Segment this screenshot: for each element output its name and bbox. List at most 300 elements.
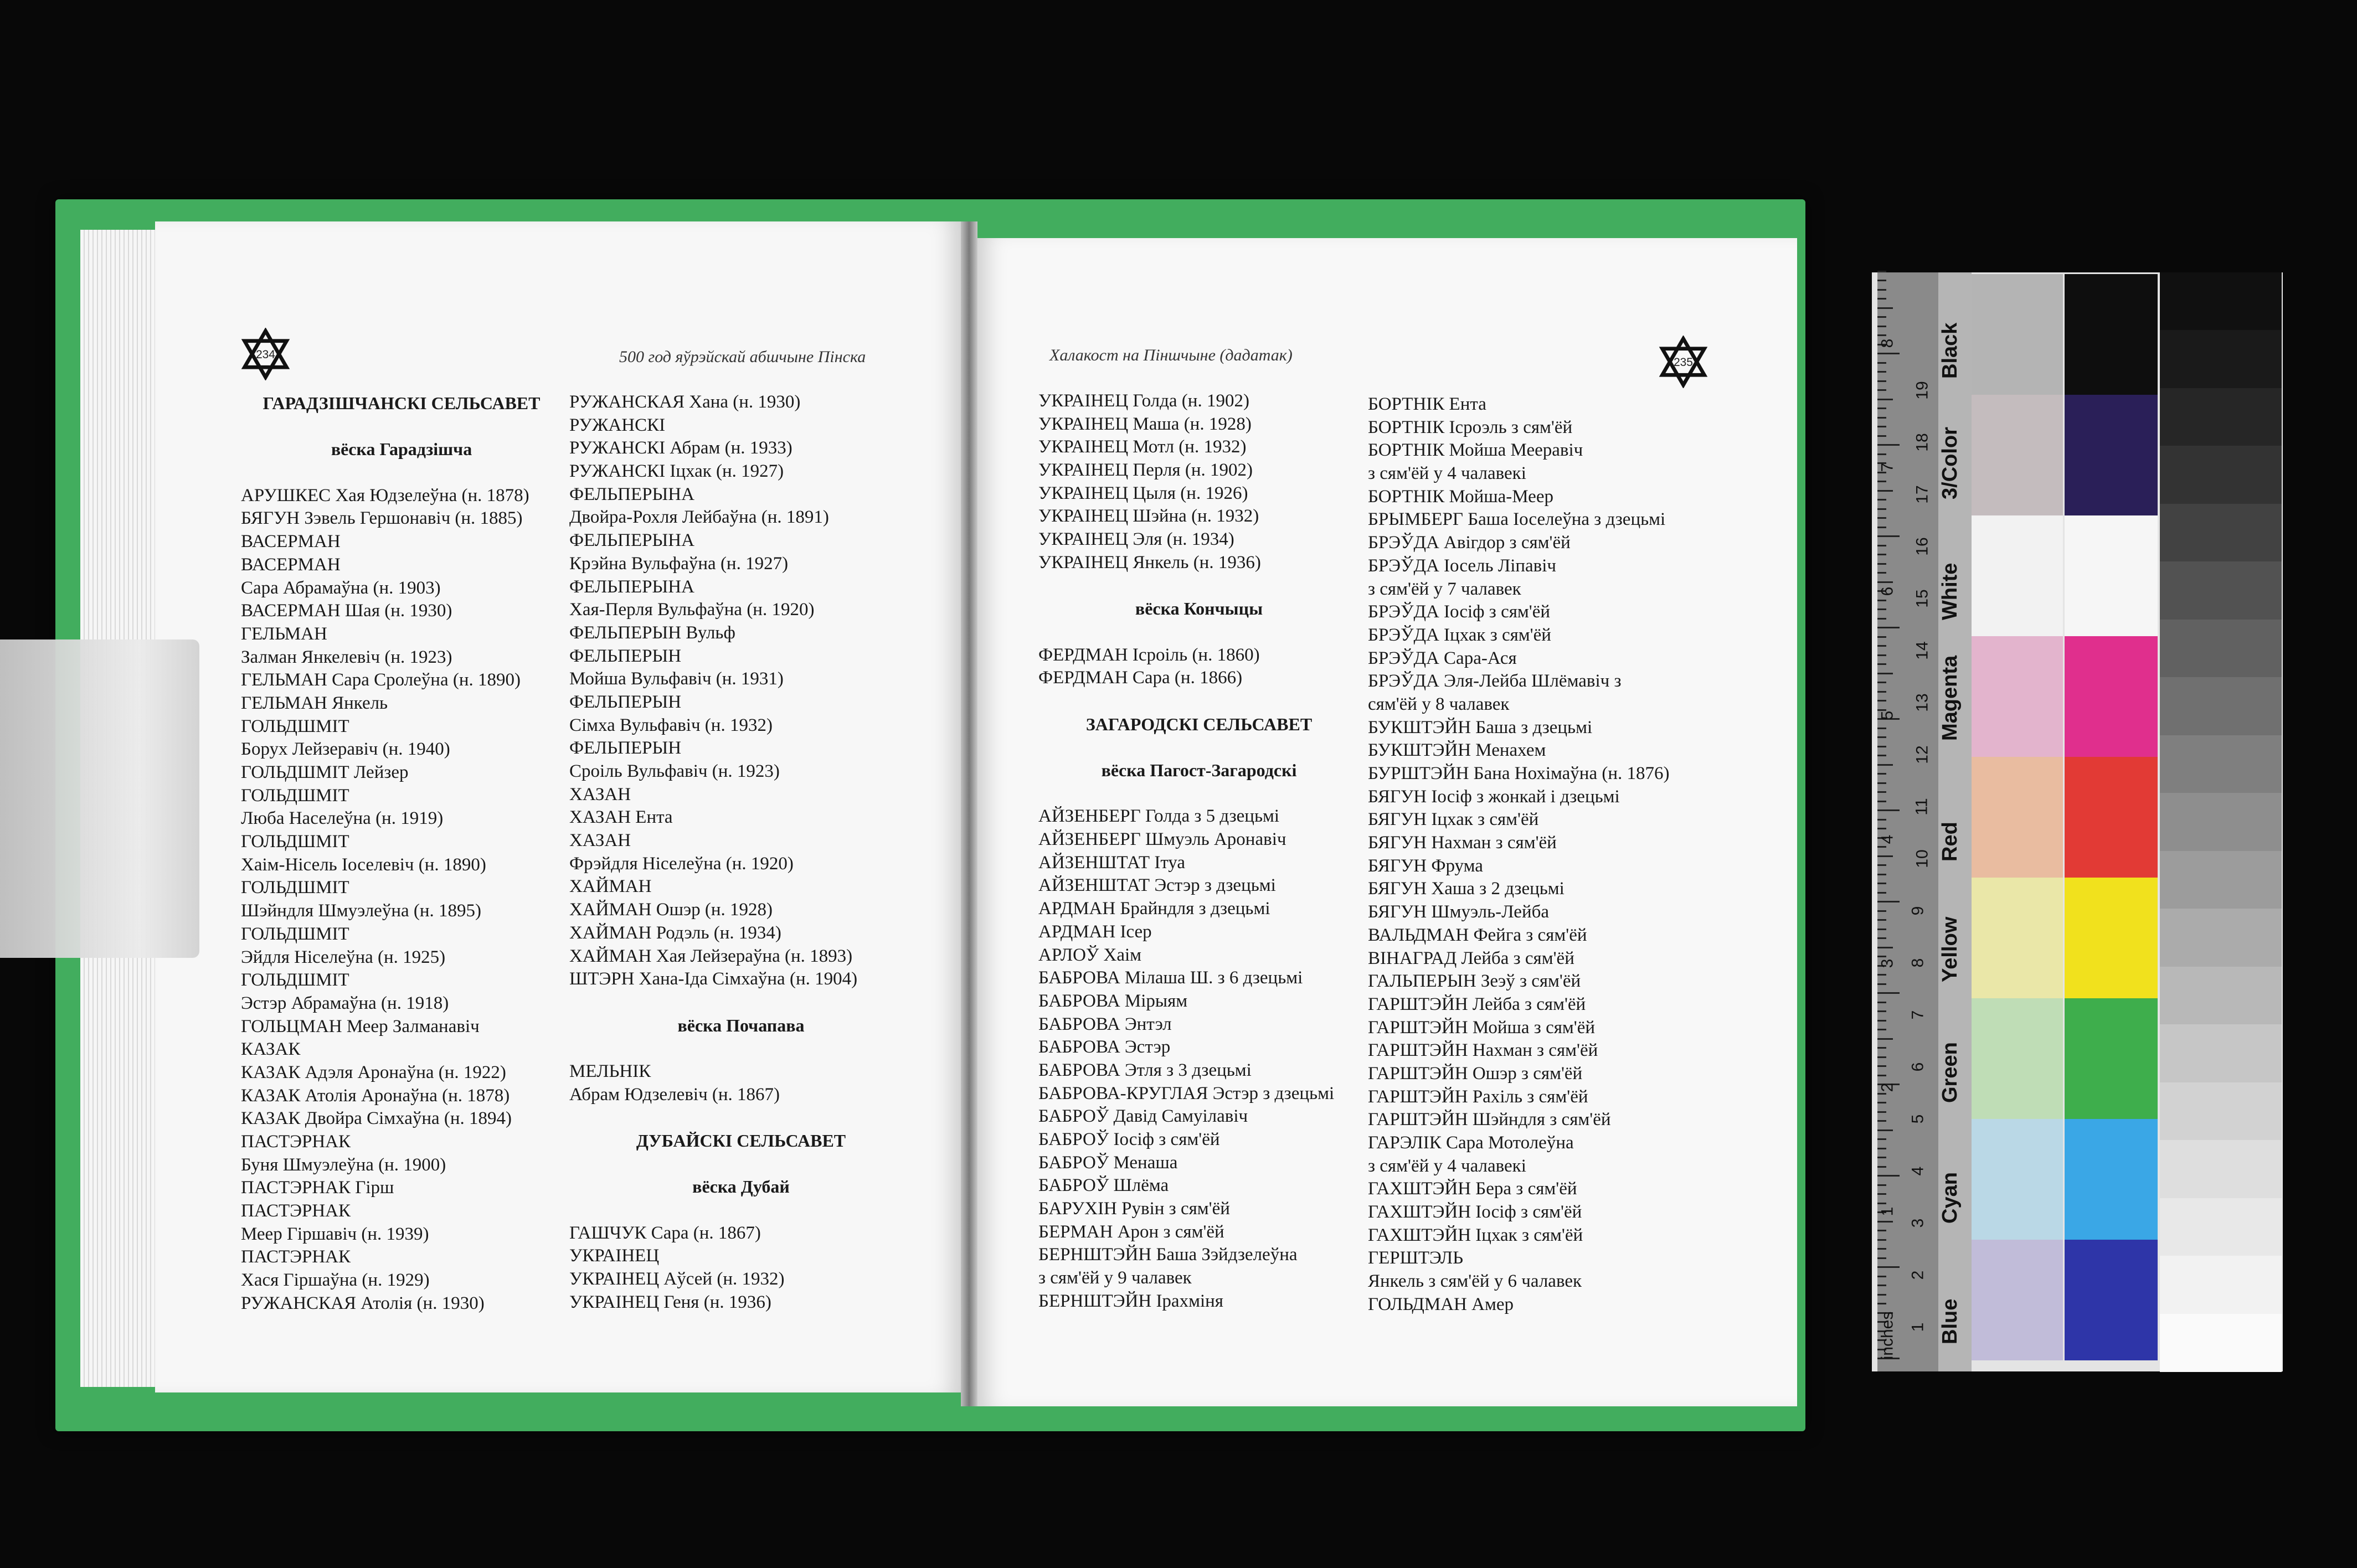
- ruler-tick: [1877, 1138, 1886, 1140]
- name-entry: ГЕЛЬМАН Янкель: [241, 693, 388, 713]
- name-entry: АЙЗЕНБЕРГ Голда з 5 дзецьмі: [1038, 806, 1280, 827]
- ruler-tick: [1877, 992, 1900, 994]
- name-entry: КАЗАК Двойра Сімхаўна (н. 1894): [241, 1108, 512, 1129]
- running-header: Халакост на Піншчыне (дадатак): [1049, 346, 1293, 364]
- gray-step: [2160, 793, 2282, 851]
- name-entry: Эйдля Ніселеўна (н. 1925): [241, 947, 446, 967]
- strong-patch-red: [2065, 757, 2158, 878]
- name-entry: сям'ёй у 8 чалавек: [1368, 694, 1510, 714]
- ruler-tick: [1877, 490, 1893, 492]
- ruler-tick: [1877, 271, 1886, 272]
- name-entry: з сям'ёй у 9 чалавек: [1038, 1268, 1192, 1288]
- name-entry: БОРТНІК Мойша-Меер: [1368, 486, 1553, 507]
- name-entry: КАЗАК Атолія Аронаўна (н. 1878): [241, 1085, 510, 1106]
- right-column-1: [1038, 390, 1360, 1313]
- name-entry: ПАСТЭРНАК: [241, 1132, 351, 1152]
- patch-label: Blue: [1938, 1298, 1962, 1344]
- name-entry: БЯГУН Нахман з сям'ёй: [1368, 833, 1557, 853]
- right-column-2: [1368, 393, 1722, 1317]
- ruler-inch-label: 6: [1878, 586, 1897, 596]
- name-entry: УКРАІНЕЦ Цыля (н. 1926): [1038, 483, 1248, 503]
- ruler-tick: [1877, 563, 1886, 565]
- council-heading: ЗАГАРОДСКІ СЕЛЬСАВЕТ: [1085, 714, 1313, 734]
- name-entry: Буня Шмуэлеўна (н. 1900): [241, 1154, 446, 1175]
- village-heading: вёска Дубай: [692, 1177, 790, 1197]
- patch-label: Yellow: [1938, 916, 1962, 982]
- ruler-inch-label: 4: [1878, 834, 1897, 844]
- name-entry: Сімха Вульфавіч (н. 1932): [569, 715, 773, 735]
- ruler-cm-label: 4: [1908, 1166, 1927, 1176]
- name-entry: ХАЗАН: [569, 784, 631, 804]
- left-column-2: [569, 391, 913, 1314]
- name-entry: ПАСТЭРНАК: [241, 1201, 351, 1221]
- ruler-tick: [1877, 983, 1886, 985]
- ruler-tick: [1877, 435, 1886, 437]
- ruler-tick: [1877, 1010, 1886, 1012]
- name-entry: з сям'ёй у 4 чалавекі: [1368, 1156, 1526, 1176]
- ruler-tick: [1877, 517, 1886, 519]
- ruler-tick: [1877, 1075, 1886, 1076]
- spacer: [1038, 736, 1360, 759]
- name-entry: АРУШКЕС Хая Юдзелеўна (н. 1878): [241, 485, 529, 506]
- strong-patch-cyan: [2065, 1119, 2158, 1240]
- ruler-tick: [1877, 1203, 1886, 1204]
- ruler-cm-label: 18: [1913, 433, 1932, 452]
- name-entry: БАБРОЎ Шлёма: [1038, 1175, 1169, 1196]
- ruler-tick: [1877, 1129, 1893, 1131]
- name-entry: РУЖАНСКАЯ Атолія (н. 1930): [241, 1293, 485, 1313]
- ruler-tick: [1877, 1276, 1886, 1277]
- running-header: 500 год яўрэйскай абшчыне Пінска: [619, 348, 866, 366]
- ruler-tick: [1877, 453, 1886, 455]
- strong-patch-black: [2065, 274, 2158, 395]
- name-entry: ГЕЛЬМАН Сара Сролеўна (н. 1890): [241, 670, 521, 690]
- name-entry: БРЫМБЕРГ Баша Іоселеўна з дзецьмі: [1368, 509, 1666, 530]
- name-entry: ГОЛЬДШМІТ: [241, 785, 349, 806]
- ruler-tick: [1877, 801, 1886, 802]
- name-entry: ПАСТЭРНАК Гірш: [241, 1178, 394, 1198]
- spacer: [569, 991, 913, 1014]
- ruler-tick: [1877, 682, 1886, 683]
- light-patch-3-color: [1972, 395, 2063, 515]
- ruler-tick: [1877, 389, 1886, 391]
- name-entry: Янкель з сям'ёй у 6 чалавек: [1368, 1271, 1582, 1292]
- name-entry: ГАРШТЭЙН Рахіль з сям'ёй: [1368, 1086, 1588, 1107]
- name-entry: ВАСЕРМАН Шая (н. 1930): [241, 601, 452, 621]
- name-entry: БРЭЎДА Сара-Ася: [1368, 648, 1517, 668]
- gray-step: [2160, 1082, 2282, 1141]
- ruler-tick: [1877, 417, 1886, 419]
- name-entry: МЕЛЬНІК: [569, 1061, 651, 1081]
- ruler-tick: [1877, 846, 1886, 848]
- name-entry: Мойша Вульфавіч (н. 1931): [569, 669, 784, 689]
- ruler-tick: [1877, 892, 1886, 894]
- name-entry: БАБРОВА-КРУГЛАЯ Эстэр з дзецьмі: [1038, 1083, 1335, 1103]
- name-entry: БЯГУН Іцхак з сям'ёй: [1368, 809, 1539, 830]
- strong-patch-magenta: [2065, 636, 2158, 757]
- ruler-tick: [1877, 1257, 1886, 1259]
- ruler-tick: [1877, 307, 1893, 309]
- ruler-tick: [1877, 426, 1886, 427]
- light-patch-yellow: [1972, 878, 2063, 998]
- ruler-cm-label: 14: [1913, 641, 1932, 660]
- name-entry: ГАШЧУК Сара (н. 1867): [569, 1223, 761, 1243]
- name-entry: АЙЗЕНШТАТ Эстэр з дзецьмі: [1038, 875, 1276, 896]
- name-entry: БАБРОЎ Іосіф з сям'ёй: [1038, 1129, 1220, 1149]
- name-entry: з сям'ёй у 7 чалавек: [1368, 579, 1521, 599]
- name-entry: Меер Гіршавіч (н. 1939): [241, 1224, 429, 1244]
- name-entry: БРЭЎДА Іосіф з сям'ёй: [1368, 602, 1551, 622]
- ruler-cm-label: 12: [1913, 745, 1932, 764]
- name-entry: БАРУХІН Рувін з сям'ёй: [1038, 1199, 1230, 1219]
- name-entry: з сям'ёй у 4 чалавекі: [1368, 463, 1526, 484]
- ruler-tick: [1877, 334, 1886, 336]
- ruler-tick: [1877, 1184, 1886, 1186]
- ruler-tick: [1877, 1193, 1886, 1195]
- name-entry: Хася Гіршаўна (н. 1929): [241, 1270, 430, 1291]
- gray-step: [2160, 1140, 2282, 1198]
- ruler-cm-label: 9: [1908, 906, 1927, 916]
- ruler-tick: [1877, 700, 1886, 702]
- ruler-cm-label: 17: [1913, 485, 1932, 504]
- strong-patch-white: [2065, 515, 2158, 636]
- ruler-cm-label: 15: [1913, 589, 1932, 608]
- ruler-tick: [1877, 874, 1886, 875]
- name-entry: ФЕРДМАН Сара (н. 1866): [1038, 668, 1243, 688]
- patch-label: Red: [1938, 822, 1962, 862]
- name-entry: ФЕЛЬПЕРЫН Вульф: [569, 622, 735, 643]
- ruler-tick: [1877, 581, 1893, 583]
- ruler-tick: [1877, 481, 1886, 482]
- name-entry: БЕРНШТЭЙН Баша Зэйдзелеўна: [1038, 1245, 1298, 1265]
- ruler-tick: [1877, 864, 1886, 866]
- ruler-tick: [1877, 600, 1886, 601]
- name-entry: УКРАІНЕЦ: [569, 1246, 660, 1266]
- name-entry: Шэйндля Шмуэлеўна (н. 1895): [241, 901, 482, 921]
- ruler-tick: [1877, 974, 1886, 976]
- patch-label: Cyan: [1938, 1172, 1962, 1224]
- gray-step: [2160, 272, 2282, 331]
- ruler-tick: [1877, 901, 1900, 902]
- ruler-tick: [1877, 1239, 1886, 1241]
- light-patch-magenta: [1972, 636, 2063, 757]
- name-entry: УКРАІНЕЦ Эля (н. 1934): [1038, 529, 1234, 550]
- ruler-tick: [1877, 937, 1886, 939]
- ruler-tick: [1877, 636, 1886, 638]
- name-entry: БРЭЎДА Іцхак з сям'ёй: [1368, 625, 1551, 645]
- name-entry: БЯГУН Фрума: [1368, 855, 1483, 876]
- name-entry: Крэйна Вульфаўна (н. 1927): [569, 553, 789, 574]
- name-entry: УКРАІНЕЦ Перля (н. 1902): [1038, 460, 1253, 481]
- ruler-inch-label: 5: [1878, 710, 1897, 720]
- bookmark-tab: [0, 639, 199, 958]
- name-entry: ФЕЛЬПЕРЫН: [569, 738, 682, 759]
- strong-patch-yellow: [2065, 878, 2158, 998]
- ruler-tick: [1877, 408, 1886, 409]
- ruler-tick: [1877, 1111, 1886, 1113]
- name-entry: АЙЗЕНБЕРГ Шмуэль Аронавіч: [1038, 829, 1286, 850]
- council-heading: ДУБАЙСКІ СЕЛЬСАВЕТ: [636, 1131, 846, 1151]
- ruler-tick: [1877, 736, 1886, 738]
- ruler-tick: [1877, 627, 1900, 628]
- ruler-tick: [1877, 1294, 1886, 1296]
- name-entry: БРЭЎДА Іосель Ліпавіч: [1368, 555, 1557, 576]
- name-entry: БАБРОЎ Менаша: [1038, 1152, 1178, 1173]
- spacer: [1038, 690, 1360, 713]
- name-entry: Борух Лейзеравіч (н. 1940): [241, 739, 450, 760]
- spacer: [1038, 575, 1360, 598]
- name-entry: УКРАІНЕЦ Маша (н. 1928): [1038, 414, 1252, 434]
- ruler-tick: [1877, 782, 1886, 784]
- name-entry: АРДМАН Ісер: [1038, 921, 1152, 942]
- name-entry: Сара Абрамаўна (н. 1903): [241, 577, 441, 598]
- ruler-tick: [1877, 773, 1886, 775]
- strong-patch-blue: [2065, 1240, 2158, 1360]
- name-entry: ГАРШТЭЙН Шэйндля з сям'ёй: [1368, 1110, 1611, 1130]
- name-entry: ХАЙМАН Родэль (н. 1934): [569, 922, 781, 943]
- ruler-tick: [1877, 371, 1886, 373]
- name-entry: ГЕРШТЭЛЬ: [1368, 1248, 1464, 1268]
- name-entry: БАБРОВА Эстэр: [1038, 1037, 1171, 1058]
- name-entry: УКРАІНЕЦ Голда (н. 1902): [1038, 391, 1249, 411]
- ruler-tick: [1877, 554, 1886, 555]
- ruler-inch-label: 7: [1878, 462, 1897, 472]
- ruler-tick: [1877, 1120, 1886, 1122]
- name-entry: КАЗАК Адэля Аронаўна (н. 1922): [241, 1062, 506, 1082]
- name-entry: БАБРОВА Мірыям: [1038, 991, 1188, 1011]
- ruler-tick: [1877, 809, 1900, 811]
- name-entry: ХАЙМАН Хая Лейзераўна (н. 1893): [569, 946, 853, 966]
- ruler-tick: [1877, 1056, 1886, 1058]
- ruler-tick: [1877, 1175, 1900, 1177]
- name-entry: БЯГУН Хаша з 2 дзецьмі: [1368, 879, 1565, 899]
- name-entry: АЙЗЕНШТАТ Ітуа: [1038, 852, 1186, 873]
- ruler-tick: [1877, 572, 1886, 574]
- gray-step: [2160, 909, 2282, 967]
- name-entry: ГОЛЬДШМІТ: [241, 924, 349, 944]
- name-entry: БОРТНІК Мойша Мееравіч: [1368, 440, 1583, 461]
- name-entry: БЯГУН Зэвель Гершонавіч (н. 1885): [241, 508, 523, 529]
- ruler-tick: [1877, 1102, 1886, 1103]
- name-entry: Сроіль Вульфавіч (н. 1923): [569, 761, 780, 781]
- ruler-tick: [1877, 1157, 1886, 1158]
- name-entry: УКРАІНЕЦ Янкель (н. 1936): [1038, 552, 1261, 572]
- name-entry: Эстэр Абрамаўна (н. 1918): [241, 993, 449, 1013]
- gray-step: [2160, 330, 2282, 388]
- star-of-david-icon: [1657, 336, 1710, 388]
- name-entry: ХАЙМАН Ошэр (н. 1928): [569, 900, 773, 920]
- ruler-inch-label: 3: [1878, 958, 1897, 968]
- name-entry: Хая-Перля Вульфаўна (н. 1920): [569, 600, 815, 620]
- council-heading: ГАРАДЗІШЧАНСКІ СЕЛЬСАВЕТ: [263, 393, 541, 413]
- gray-step: [2160, 1024, 2282, 1082]
- ruler-cm-label: 11: [1912, 798, 1931, 816]
- ruler-cm-label: 1: [1908, 1322, 1927, 1332]
- name-entry: Люба Населеўна (н. 1919): [241, 808, 444, 829]
- village-heading: вёска Кончыцы: [1135, 599, 1263, 619]
- name-entry: ГОЛЬЦМАН Меер Залманавіч: [241, 1016, 480, 1036]
- name-entry: Абрам Юдзелевіч (н. 1867): [569, 1084, 780, 1105]
- name-entry: БОРТНІК Ента: [1368, 394, 1486, 414]
- gray-step: [2160, 677, 2282, 735]
- ruler-tick: [1877, 919, 1886, 921]
- spacer: [1038, 621, 1360, 644]
- name-entry: БЕРНШТЭЙН Ірахміня: [1038, 1291, 1223, 1311]
- ruler-tick: [1877, 956, 1886, 957]
- name-entry: БРЭЎДА Авігдор з сям'ёй: [1368, 533, 1571, 553]
- gray-step: [2160, 1314, 2282, 1372]
- ruler-tick: [1877, 1020, 1886, 1022]
- name-entry: ФЕЛЬПЕРЫНА: [569, 576, 694, 597]
- ruler-tick: [1877, 929, 1886, 930]
- ruler-tick: [1877, 819, 1886, 821]
- name-entry: ГАРШТЭЙН Нахман з сям'ёй: [1368, 1040, 1598, 1061]
- ruler-tick: [1877, 499, 1886, 501]
- ruler-inch-label: 8: [1878, 338, 1897, 348]
- ruler-tick: [1877, 1166, 1886, 1168]
- ruler-tick: [1877, 828, 1886, 829]
- spacer: [569, 1106, 913, 1129]
- ruler-tick: [1877, 663, 1886, 665]
- name-entry: УКРАІНЕЦ Мотл (н. 1932): [1038, 437, 1247, 457]
- spacer: [241, 415, 562, 439]
- ruler-tick: [1877, 1038, 1893, 1040]
- name-entry: ГАРШТЭЙН Мойша з сям'ёй: [1368, 1017, 1596, 1038]
- light-patch-blue: [1972, 1240, 2063, 1360]
- ruler-tick: [1877, 1248, 1886, 1250]
- patch-label: Black: [1938, 322, 1962, 379]
- name-entry: БУКШТЭЙН Баша з дзецьмі: [1368, 717, 1593, 737]
- name-entry: Фрэйдля Ніселеўна (н. 1920): [569, 853, 794, 874]
- name-entry: ГОЛЬДШМІТ: [241, 970, 349, 991]
- name-entry: ВАСЕРМАН: [241, 532, 341, 552]
- ruler-tick: [1877, 1148, 1886, 1149]
- name-entry: КАЗАК: [241, 1039, 301, 1060]
- name-entry: АРДМАН Брайндля з дзецьмі: [1038, 899, 1270, 919]
- strong-patch-green: [2065, 998, 2158, 1119]
- name-entry: ВІНАГРАД Лейба з сям'ёй: [1368, 948, 1574, 968]
- name-entry: ПАСТЭРНАК: [241, 1247, 351, 1267]
- ruler-tick: [1877, 508, 1886, 510]
- ruler-inch-label: 2: [1878, 1082, 1897, 1092]
- name-entry: БЕРМАН Арон з сям'ёй: [1038, 1221, 1224, 1242]
- name-entry: ГОЛЬДШМІТ: [241, 878, 349, 898]
- name-entry: ГЕЛЬМАН: [241, 623, 327, 644]
- name-entry: УКРАІНЕЦ Геня (н. 1936): [569, 1292, 771, 1312]
- name-entry: АРЛОЎ Хаім: [1038, 945, 1142, 965]
- name-entry: ГАЛЬПЕРЫН Зеэў з сям'ёй: [1368, 971, 1581, 992]
- name-entry: БАБРОВА Мілаша Ш. з 6 дзецьмі: [1038, 968, 1303, 988]
- ruler-tick: [1877, 883, 1886, 884]
- ruler-cm-label: 6: [1908, 1062, 1927, 1072]
- name-entry: РУЖАНСКАЯ Хана (н. 1930): [569, 392, 801, 412]
- book-gutter: [961, 221, 977, 1406]
- name-entry: ГОЛЬДШМІТ Лейзер: [241, 762, 409, 782]
- gray-step: [2160, 561, 2282, 620]
- ruler-tick: [1877, 728, 1886, 729]
- light-patch-red: [1972, 757, 2063, 878]
- name-entry: ХАЗАН: [569, 831, 631, 851]
- left-column-1: [241, 392, 562, 1316]
- gray-step: [2160, 388, 2282, 446]
- ruler-cm-label: 13: [1913, 693, 1932, 712]
- ruler-tick: [1877, 746, 1886, 747]
- patch-label: 3/Color: [1938, 427, 1962, 499]
- ruler-tick: [1877, 791, 1886, 793]
- ruler-tick: [1877, 608, 1886, 610]
- ruler-cm-label: 7: [1908, 1010, 1927, 1020]
- name-entry: ХАЗАН Ента: [569, 807, 673, 828]
- name-entry: БОРТНІК Ісроэль з сям'ёй: [1368, 417, 1573, 437]
- spacer: [569, 1037, 913, 1060]
- light-patch-green: [1972, 998, 2063, 1119]
- spacer: [569, 1153, 913, 1176]
- ruler-tick: [1877, 673, 1893, 674]
- name-entry: РУЖАНСКІ Іцхак (н. 1927): [569, 461, 784, 482]
- ruler-tick: [1877, 654, 1886, 656]
- ruler-tick: [1877, 1285, 1886, 1286]
- ruler-cm-label: 10: [1913, 849, 1932, 868]
- name-entry: ШТЭРН Хана-Іда Сімхаўна (н. 1904): [569, 969, 858, 989]
- name-entry: ГОЛЬДШМІТ: [241, 832, 349, 852]
- ruler-tick: [1877, 691, 1886, 693]
- ruler-tick: [1877, 855, 1893, 857]
- spacer: [569, 1199, 913, 1222]
- name-entry: ГАХШТЭЙН Іцхак з сям'ёй: [1368, 1225, 1583, 1245]
- gray-step: [2160, 504, 2282, 562]
- ruler-tick: [1877, 545, 1886, 546]
- patch-label: Magenta: [1938, 655, 1962, 741]
- ruler-tick: [1877, 1221, 1893, 1223]
- name-entry: ФЕЛЬПЕРЫНА: [569, 484, 694, 504]
- name-entry: ФЕЛЬПЕРЫН: [569, 646, 682, 666]
- ruler-cm-label: 2: [1908, 1270, 1927, 1280]
- ruler-tick: [1877, 947, 1893, 948]
- ruler-cm-label: 5: [1908, 1114, 1927, 1124]
- ruler-cm-label: 16: [1913, 537, 1932, 556]
- name-entry: РУЖАНСКІ Абрам (н. 1933): [569, 438, 792, 458]
- gray-step: [2160, 1198, 2282, 1256]
- ruler-tick: [1877, 326, 1886, 327]
- village-heading: вёска Почапава: [677, 1015, 805, 1035]
- ruler-tick: [1877, 380, 1886, 382]
- gray-step: [2160, 620, 2282, 678]
- patch-label: Green: [1938, 1042, 1962, 1103]
- ruler-cm-label: 8: [1908, 958, 1927, 968]
- ruler-tick: [1877, 362, 1886, 364]
- light-patch-cyan: [1972, 1119, 2063, 1240]
- name-entry: БАБРОВА Этля з 3 дзецьмі: [1038, 1060, 1252, 1080]
- ruler-tick: [1877, 645, 1886, 647]
- village-heading: вёска Пагост-Загародскі: [1101, 760, 1297, 780]
- name-entry: Двойра-Рохля Лейбаўна (н. 1891): [569, 507, 829, 528]
- ruler-tick: [1877, 527, 1886, 528]
- name-entry: ВАСЕРМАН: [241, 554, 341, 575]
- name-entry: ГАХШТЭЙН Іосіф з сям'ёй: [1368, 1202, 1582, 1223]
- name-entry: ФЕЛЬПЕРЫНА: [569, 530, 694, 551]
- village-heading: вёска Гарадзішча: [331, 439, 472, 460]
- name-entry: ФЕРДМАН Ісроіль (н. 1860): [1038, 644, 1260, 665]
- ruler-tick: [1877, 1093, 1886, 1095]
- ruler-tick: [1877, 618, 1886, 620]
- ruler-tick: [1877, 764, 1893, 766]
- ruler-tick: [1877, 280, 1886, 281]
- ruler-cm-label: 19: [1913, 381, 1932, 400]
- light-patch-white: [1972, 515, 2063, 636]
- name-entry: ГАРШТЭЙН Лейба з сям'ёй: [1368, 994, 1586, 1014]
- ruler-tick: [1877, 1303, 1886, 1304]
- page-number: 234: [256, 348, 275, 362]
